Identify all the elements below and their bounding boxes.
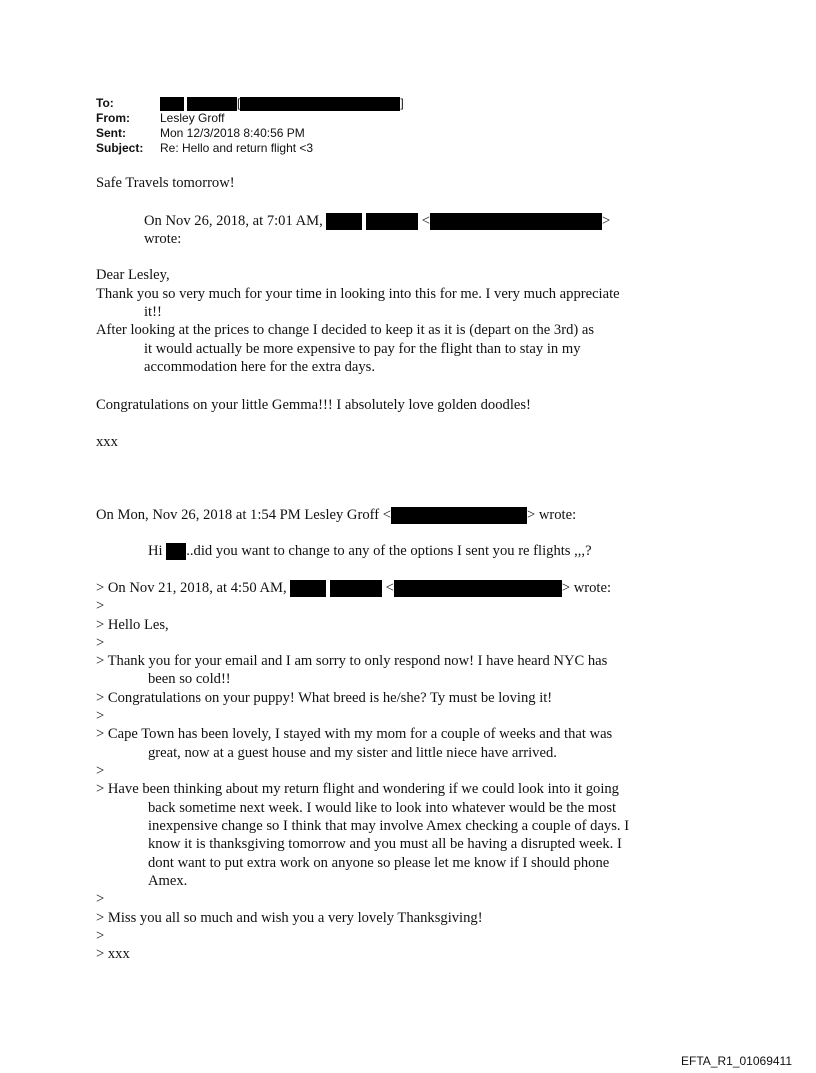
have-line-2: back sometime next week. I would like to look into whatever would be the most	[148, 800, 617, 816]
bracket: ]	[400, 96, 404, 110]
after-line-3: accommodation here for the extra days.	[144, 359, 375, 375]
have-line-1: > Have been thinking about my return flight and wondering if we could look into it going	[96, 781, 619, 797]
redaction	[240, 97, 400, 111]
quote-marker: >	[96, 598, 105, 614]
congrats-line: Congratulations on your little Gemma!!! I absolutely love golden doodles!	[96, 397, 531, 413]
bracket: [	[237, 96, 241, 110]
sent-label: Sent:	[96, 126, 126, 140]
quote-marker: >	[96, 928, 105, 944]
have-line-6: Amex.	[148, 873, 188, 889]
hi-text: ..did you want to change to any of the options I sent you re flights ,,,?	[186, 543, 592, 559]
redaction	[430, 213, 602, 230]
redaction	[366, 213, 418, 230]
quote-marker: >	[96, 763, 105, 779]
q3-prefix: > On Nov 21, 2018, at 4:50 AM,	[96, 580, 287, 596]
quote-marker: >	[96, 708, 105, 724]
redaction	[391, 507, 527, 524]
after-line-2: it would actually be more expensive to pay for the flight than to stay in my	[144, 341, 581, 357]
lt-bracket: <	[385, 580, 394, 596]
have-line-5: dont want to put extra work on anyone so please let me know if I should phone	[148, 855, 610, 871]
quote-marker: >	[96, 635, 105, 651]
cape-line-1: > Cape Town has been lovely, I stayed with my mom for a couple of weeks and that was	[96, 726, 613, 742]
have-line-3: inexpensive change so I think that may involve Amex checking a couple of days. I	[148, 818, 630, 834]
hello-line: > Hello Les,	[96, 617, 169, 633]
sign-line-2: > xxx	[96, 946, 130, 962]
redaction	[166, 543, 186, 560]
redaction	[160, 97, 184, 111]
quote-marker: >	[96, 891, 105, 907]
congrats2-line: > Congratulations on your puppy! What breed is he/she? Ty must be loving it!	[96, 690, 553, 706]
have-line-4: know it is thanksgiving tomorrow and you must all be having a disrupted week. I	[148, 836, 622, 852]
after-line-1: After looking at the prices to change I decided to keep it as it is (depart on the 3rd) as	[96, 322, 595, 338]
quote1-wrote: wrote:	[144, 231, 182, 247]
redaction	[290, 580, 326, 597]
quote1-prefix: On Nov 26, 2018, at 7:01 AM,	[144, 213, 323, 229]
q3-suffix: > wrote:	[561, 580, 612, 596]
q3-line	[96, 579, 611, 597]
to-value	[160, 96, 404, 111]
quote2-suffix: > wrote:	[526, 507, 577, 523]
from-label: From:	[96, 111, 130, 125]
dear-line: Dear Lesley,	[96, 267, 170, 283]
sent-value: Mon 12/3/2018 8:40:56 PM	[160, 126, 305, 140]
cape-line-2: great, now at a guest house and my sister and little niece have arrived.	[148, 745, 557, 761]
from-value: Lesley Groff	[160, 111, 225, 125]
redaction	[330, 580, 382, 597]
thanks-line-1: Thank you so very much for your time in looking into this for me. I very much appreciate	[96, 286, 620, 302]
to-label: To:	[96, 96, 114, 110]
lt-bracket: <	[421, 213, 430, 229]
opening-line: Safe Travels tomorrow!	[96, 175, 235, 191]
quote2-line	[96, 506, 576, 524]
quote2-prefix: On Mon, Nov 26, 2018 at 1:54 PM Lesley Groff <	[96, 507, 391, 523]
redaction	[326, 213, 362, 230]
redaction	[394, 580, 562, 597]
thanks-line-2: it!!	[144, 304, 162, 320]
hi-prefix: Hi	[148, 543, 163, 559]
document-id: EFTA_R1_01069411	[681, 1054, 792, 1068]
gt-bracket: >	[601, 213, 611, 229]
hi-line	[148, 542, 592, 560]
miss-line: > Miss you all so much and wish you a very lovely Thanksgiving!	[96, 910, 483, 926]
redaction	[187, 97, 237, 111]
subject-label: Subject:	[96, 141, 144, 155]
thank-line-2: been so cold!!	[148, 671, 231, 687]
sign-line: xxx	[96, 434, 118, 450]
thank-line-1: > Thank you for your email and I am sorry to only respond now! I have heard NYC has	[96, 653, 608, 669]
quote1-line	[144, 212, 610, 230]
subject-value: Re: Hello and return flight <3	[160, 141, 314, 155]
